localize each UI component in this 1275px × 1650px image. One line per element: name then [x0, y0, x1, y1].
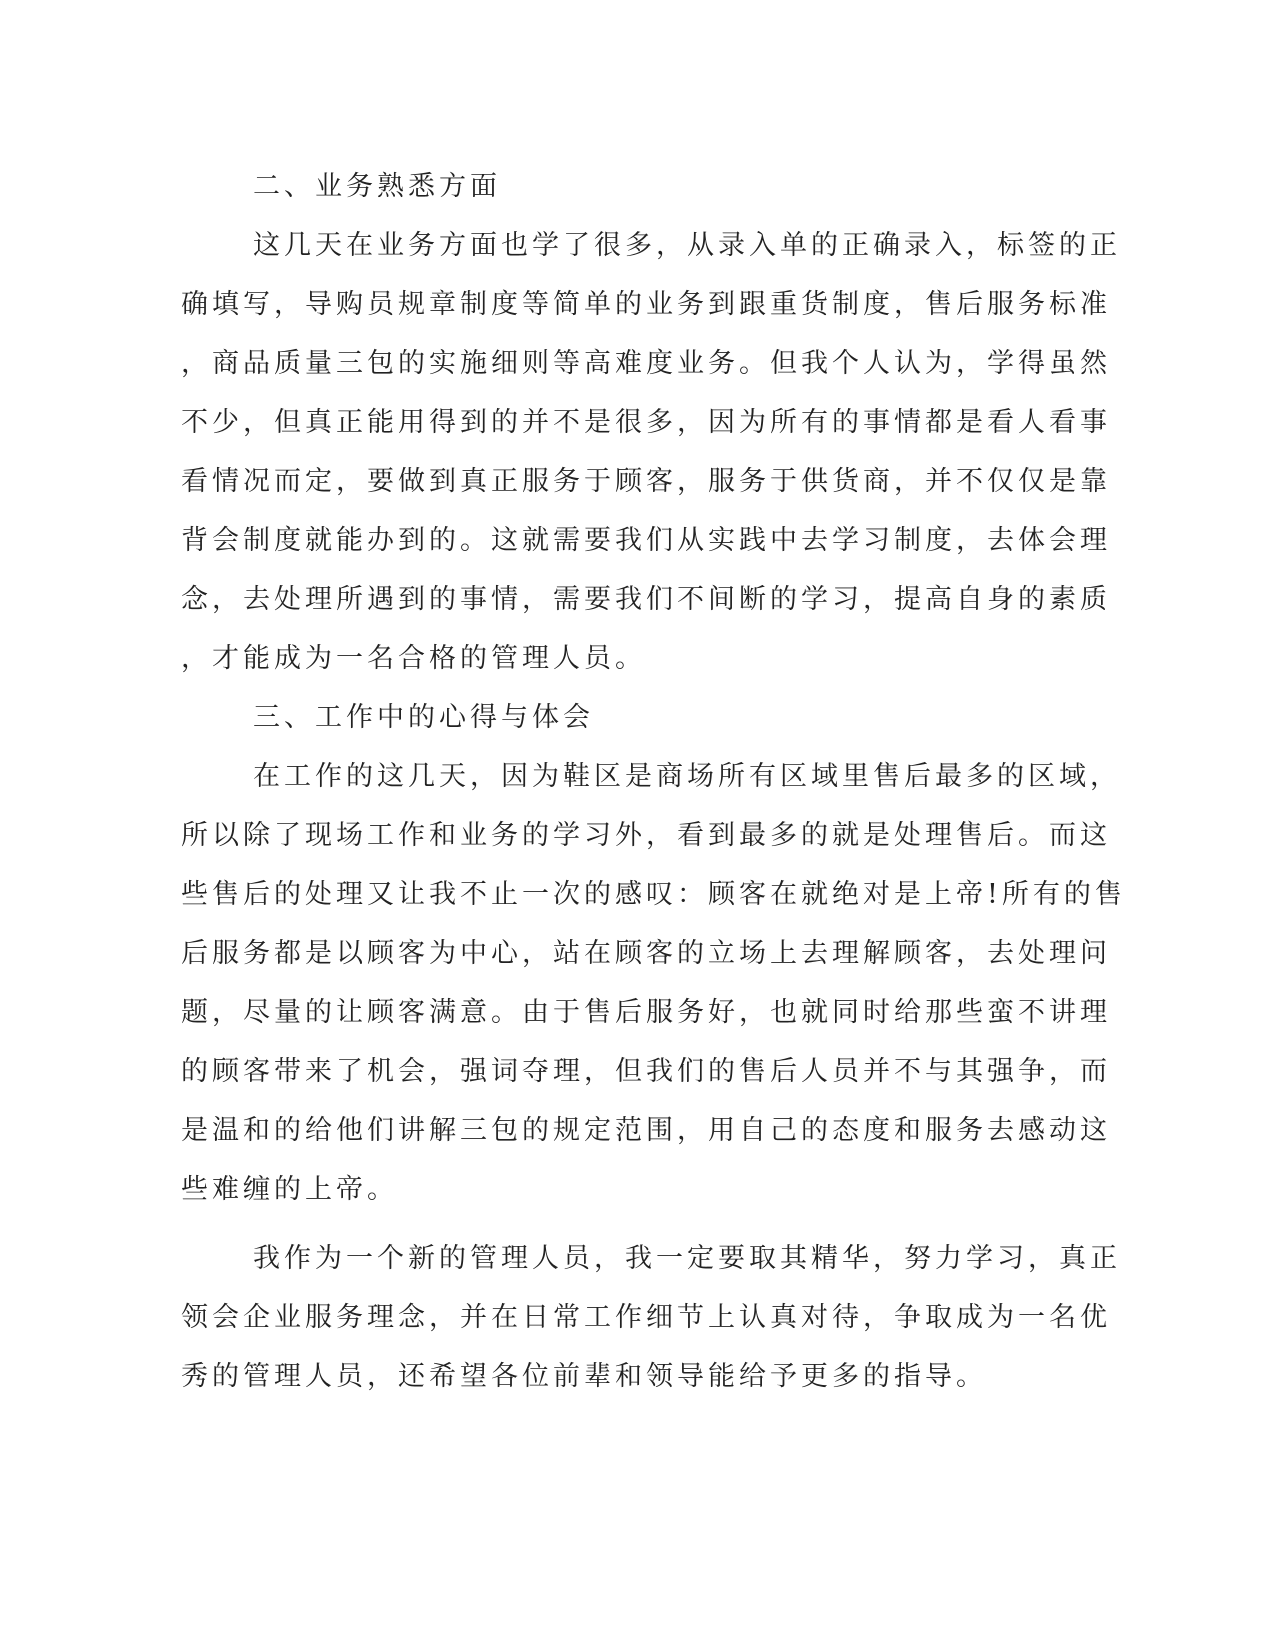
section-heading-experience: 三、工作中的心得与体会: [253, 702, 594, 733]
paragraph-line: 这几天在业务方面也学了很多，从录入单的正确录入，标签的正: [253, 230, 1121, 261]
paragraph-line: 所以除了现场工作和业务的学习外，看到最多的就是处理售后。而这: [181, 820, 1111, 851]
section-heading-business: 二、业务熟悉方面: [253, 171, 501, 202]
paragraph-gap: [181, 1219, 1027, 1229]
paragraph-line: 背会制度就能办到的。这就需要我们从实践中去学习制度，去体会理: [181, 525, 1111, 556]
paragraph-experience: [181, 747, 1126, 1219]
paragraph-line: 是温和的给他们讲解三包的规定范围，用自己的态度和服务去感动这: [181, 1115, 1111, 1146]
paragraph-business: [181, 216, 1121, 688]
paragraph-line: 在工作的这几天，因为鞋区是商场所有区域里售后最多的区域，: [253, 761, 1121, 792]
paragraph-line: 我作为一个新的管理人员，我一定要取其精华，努力学习，真正: [253, 1243, 1121, 1274]
paragraph-line: 领会企业服务理念，并在日常工作细节上认真对待，争取成为一名优: [181, 1302, 1111, 1333]
paragraph-line: ，商品质量三包的实施细则等高难度业务。但我个人认为，学得虽然: [181, 348, 1111, 379]
paragraph-line: 的顾客带来了机会，强词夺理，但我们的售后人员并不与其强争，而: [181, 1056, 1111, 1087]
document-body: [181, 157, 1126, 1406]
paragraph-line: 不少，但真正能用得到的并不是很多，因为所有的事情都是看人看事: [181, 407, 1111, 438]
paragraph-line: 题，尽量的让顾客满意。由于售后服务好，也就同时给那些蛮不讲理: [181, 997, 1111, 1028]
paragraph-line: 后服务都是以顾客为中心，站在顾客的立场上去理解顾客，去处理问: [181, 938, 1111, 969]
paragraph-line: 确填写，导购员规章制度等简单的业务到跟重货制度，售后服务标准: [181, 289, 1111, 320]
paragraph-line: 些售后的处理又让我不止一次的感叹：顾客在就绝对是上帝!所有的售: [181, 879, 1126, 910]
paragraph-line: ，才能成为一名合格的管理人员。: [181, 643, 646, 674]
paragraph-conclusion: [181, 1229, 1121, 1406]
paragraph-line: 些难缠的上帝。: [181, 1174, 398, 1205]
paragraph-line: 看情况而定，要做到真正服务于顾客，服务于供货商，并不仅仅是靠: [181, 466, 1111, 497]
paragraph-line: 念，去处理所遇到的事情，需要我们不间断的学习，提高自身的素质: [181, 584, 1111, 615]
paragraph-line: 秀的管理人员，还希望各位前辈和领导能给予更多的指导。: [181, 1361, 987, 1392]
